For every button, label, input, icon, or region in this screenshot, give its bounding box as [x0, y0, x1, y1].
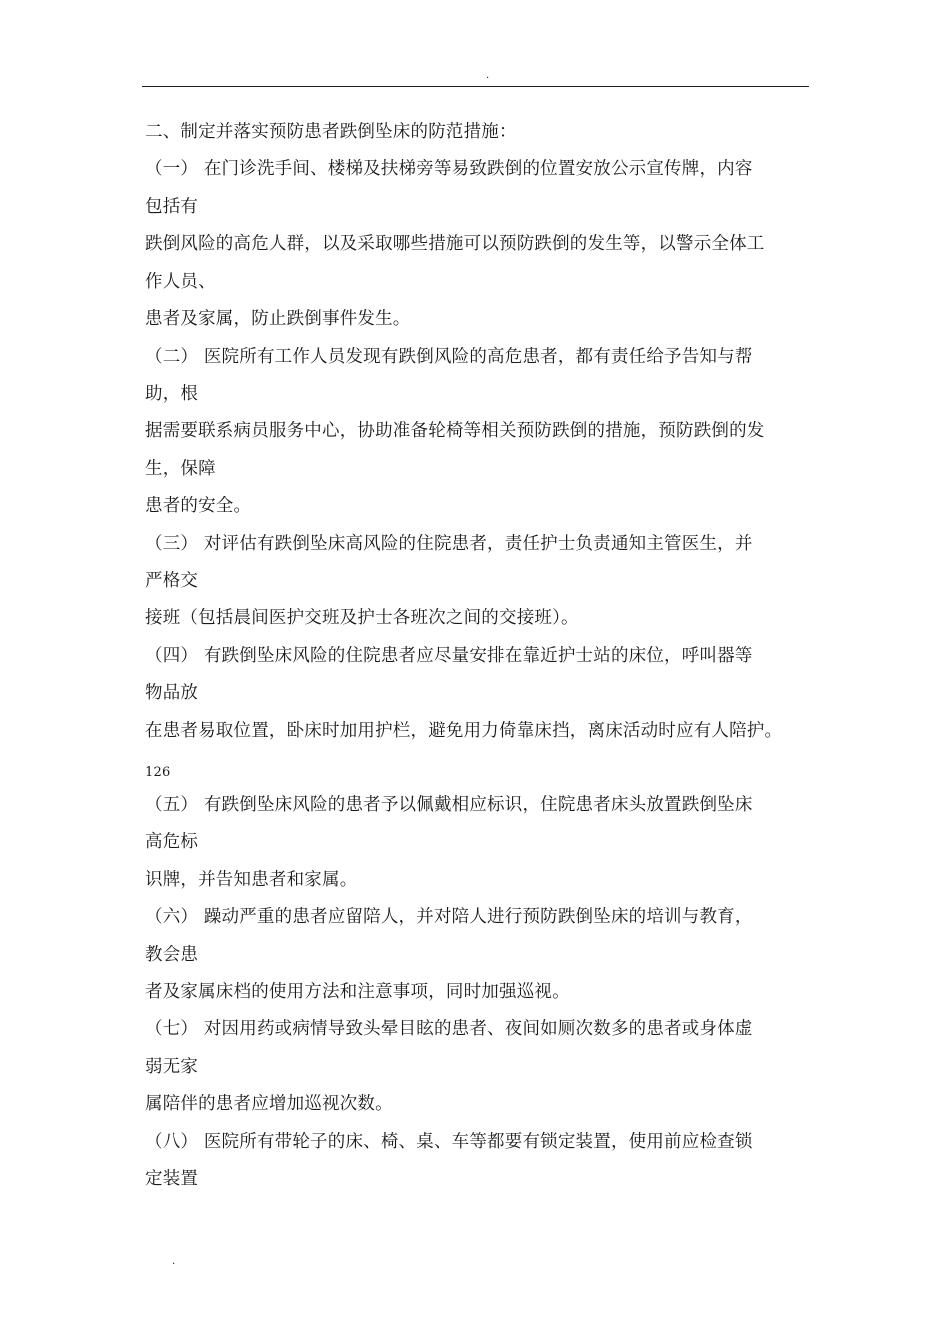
text-line: （三） 对评估有跌倒坠床高风险的住院患者，责任护士负责通知主管医生，并 — [145, 534, 753, 554]
text-line: （二） 医院所有工作人员发现有跌倒风险的高危患者，都有责任给予告知与帮 — [145, 347, 753, 367]
text-line: 严格交 — [145, 571, 199, 591]
text-line: 定装置 — [145, 1169, 199, 1189]
text-line: 教会患 — [145, 945, 199, 965]
header-mark: . — [486, 70, 490, 81]
text-line: 作人员、 — [145, 272, 216, 292]
text-line: 助，根 — [145, 384, 199, 404]
text-line: 患者及家属，防止跌倒事件发生。 — [145, 309, 411, 329]
text-line: 在患者易取位置，卧床时加用护栏，避免用力倚靠床挡，离床活动时应有人陪护。 — [145, 721, 783, 741]
text-line: 患者的安全。 — [145, 496, 252, 516]
section-heading: 二、制定并落实预防患者跌倒坠床的防范措施： — [145, 122, 517, 142]
text-line: （五） 有跌倒坠床风险的患者予以佩戴相应标识，住院患者床头放置跌倒坠床 — [145, 795, 753, 815]
text-line: （八） 医院所有带轮子的床、椅、桌、车等都要有锁定装置，使用前应检查锁 — [145, 1132, 753, 1152]
text-line: （一） 在门诊洗手间、楼梯及扶梯旁等易致跌倒的位置安放公示宣传牌，内容 — [145, 159, 753, 179]
text-line: （四） 有跌倒坠床风险的住院患者应尽量安排在靠近护士站的床位，呼叫器等 — [145, 646, 753, 666]
page-number: 126 — [145, 765, 171, 780]
text-line: 物品放 — [145, 683, 199, 703]
text-line: 弱无家 — [145, 1057, 199, 1077]
text-line: 据需要联系病员服务中心，协助准备轮椅等相关预防跌倒的措施，预防跌倒的发 — [145, 421, 765, 441]
text-line: 包括有 — [145, 197, 199, 217]
text-line: 者及家属床档的使用方法和注意事项，同时加强巡视。 — [145, 982, 570, 1002]
text-line: 生，保障 — [145, 459, 216, 479]
text-line: 识牌，并告知患者和家属。 — [145, 870, 358, 890]
text-line: 跌倒风险的高危人群，以及采取哪些措施可以预防跌倒的发生等，以警示全体工 — [145, 234, 765, 254]
text-line: （七） 对因用药或病情导致头晕目眩的患者、夜间如厕次数多的患者或身体虚 — [145, 1019, 753, 1039]
text-line: （六） 躁动严重的患者应留陪人，并对陪人进行预防跌倒坠床的培训与教育， — [145, 907, 753, 927]
footer-mark: . — [172, 1256, 176, 1267]
text-line: 高危标 — [145, 832, 199, 852]
header-rule — [142, 86, 809, 87]
text-line: 接班（包括晨间医护交班及护士各班次之间的交接班）。 — [145, 608, 579, 628]
text-line: 属陪伴的患者应增加巡视次数。 — [145, 1094, 393, 1114]
